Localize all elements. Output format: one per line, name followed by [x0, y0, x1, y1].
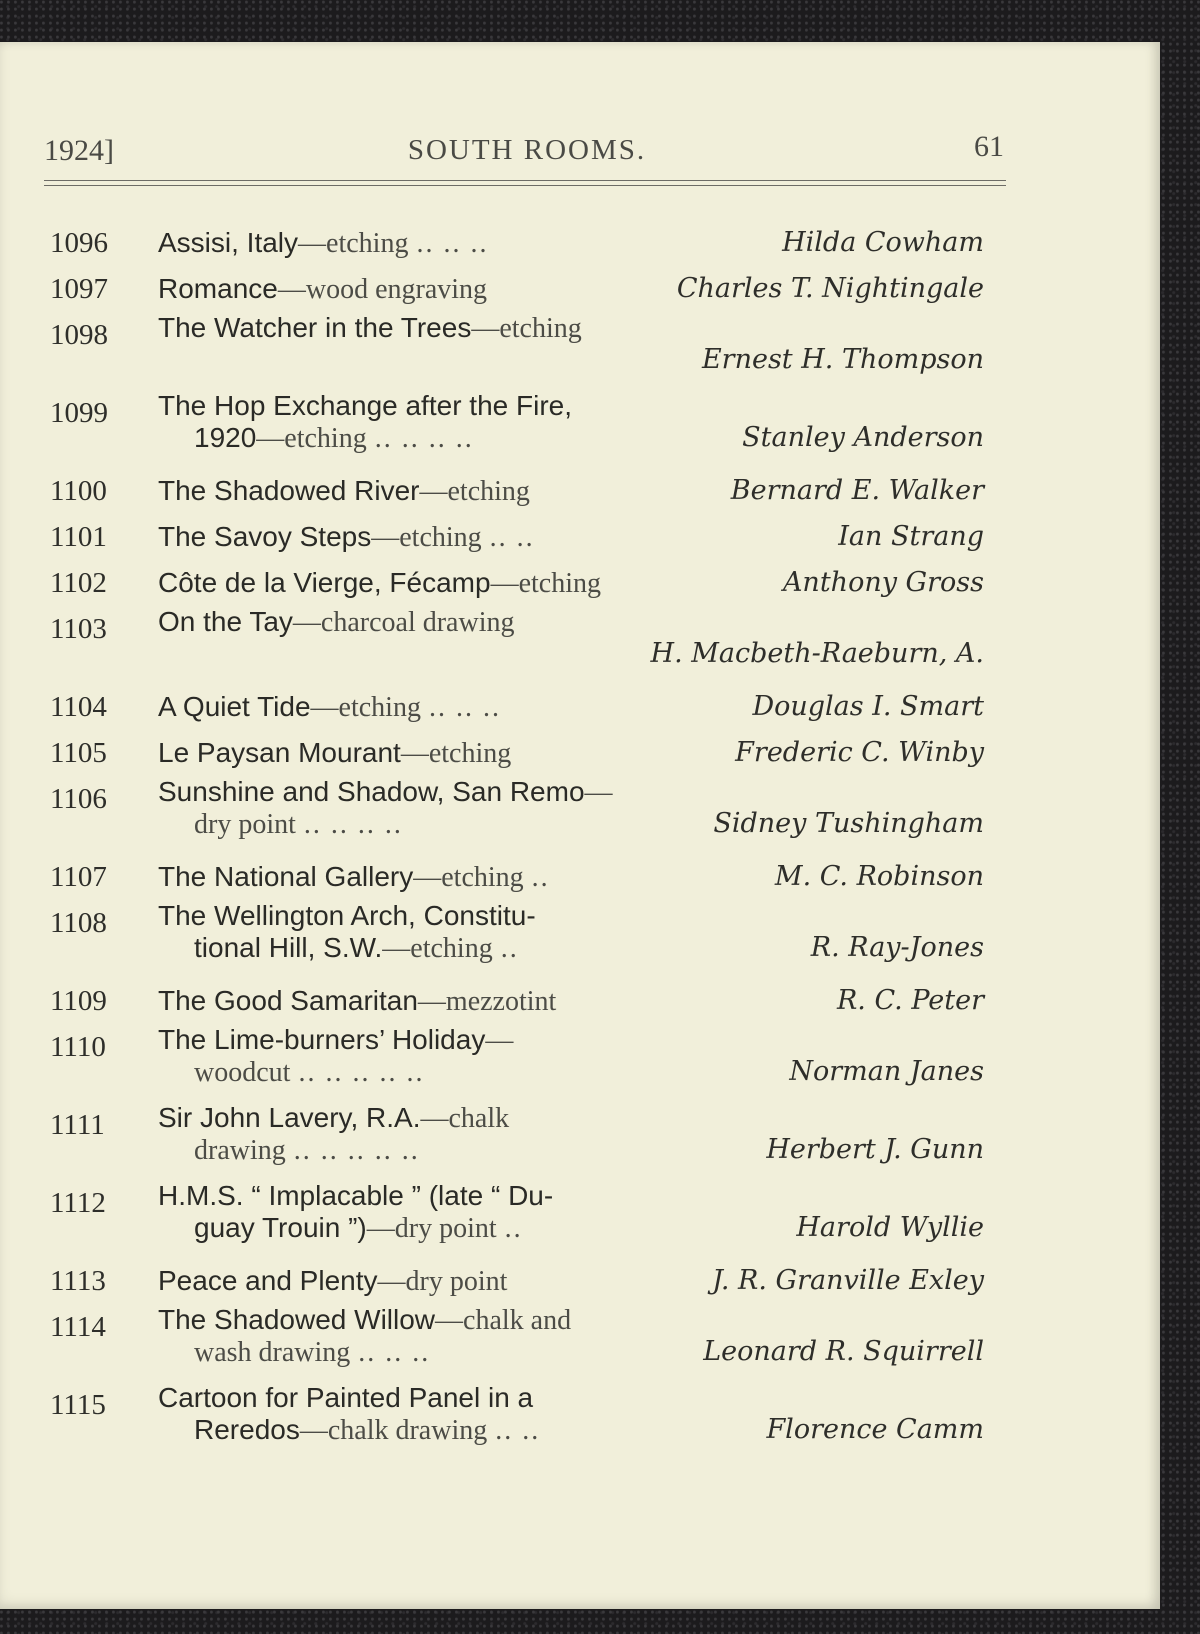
entry-medium: —etching — [382, 933, 493, 964]
entry-line — [44, 266, 1024, 312]
entry-number: 1098 — [50, 319, 108, 351]
catalogue-entry — [44, 468, 1024, 514]
entry-artist: Frederic C. Winby — [735, 737, 984, 768]
entry-number: 1107 — [50, 861, 107, 893]
entry-line — [44, 1024, 1024, 1056]
entry-title: tional Hill, S.W. — [194, 932, 383, 963]
entry-title: Peace and Plenty — [158, 1265, 378, 1296]
leader-dots: .. .. .. .. — [303, 809, 403, 840]
entry-line — [44, 1134, 1024, 1166]
entry-medium: dry point — [194, 809, 296, 840]
entry-medium: —etching — [471, 313, 582, 344]
entry-medium: —etching — [413, 862, 524, 893]
entry-title: The Hop Exchange after the Fire, — [158, 390, 572, 421]
entry-artist: Hilda Cowham — [782, 227, 984, 258]
entry-artist: Florence Camm — [766, 1414, 984, 1445]
entry-title: A Quiet Tide — [158, 691, 311, 722]
header-rule — [44, 180, 1006, 186]
entry-title: 1920 — [194, 422, 257, 453]
entry-number: 1109 — [50, 985, 107, 1017]
entry-title: The Shadowed Willow — [158, 1304, 436, 1335]
entry-number: 1106 — [50, 783, 107, 815]
entry-number: 1113 — [50, 1265, 106, 1297]
leader-dots: .. .. .. — [416, 228, 489, 259]
leader-dots: .. .. .. — [428, 692, 501, 723]
catalogue-entry — [44, 312, 1024, 390]
leader-dots: .. .. — [495, 1415, 541, 1446]
catalogue-entry — [44, 978, 1024, 1024]
entry-medium: —dry point — [366, 1213, 497, 1244]
entry-artist: Stanley Anderson — [742, 422, 984, 453]
entry-artist: Leonard R. Squirrell — [703, 1336, 984, 1367]
entry-medium: — — [485, 1025, 514, 1056]
entry-title: Cartoon for Painted Panel in a — [158, 1382, 534, 1413]
entry-medium: —wood engraving — [277, 274, 488, 305]
entry-line — [44, 1180, 1024, 1212]
entry-number: 1111 — [50, 1109, 105, 1141]
catalogue-entry — [44, 776, 1024, 854]
catalogue-entry — [44, 1258, 1024, 1304]
entry-artist: J. R. Granville Exley — [712, 1265, 984, 1296]
entry-number: 1096 — [50, 227, 108, 259]
entry-artist: R. Ray-Jones — [810, 932, 984, 963]
book-page — [0, 42, 1160, 1609]
entry-title: The Wellington Arch, Constitu- — [158, 900, 536, 931]
entry-line — [44, 900, 1024, 932]
catalogue-entry — [44, 390, 1024, 468]
catalogue-entry — [44, 684, 1024, 730]
entry-artist: Harold Wyllie — [796, 1212, 984, 1243]
leader-dots: .. — [531, 862, 550, 893]
entry-title: The Good Samaritan — [158, 985, 418, 1016]
entry-line — [44, 220, 1024, 266]
entry-line — [44, 638, 1024, 670]
entry-title: Le Paysan Mourant — [158, 737, 401, 768]
entry-line — [44, 1304, 1024, 1336]
entry-medium: —charcoal drawing — [292, 607, 515, 638]
entry-number: 1108 — [50, 907, 107, 939]
leader-dots: .. .. — [489, 522, 535, 553]
entry-artist: Norman Janes — [789, 1056, 984, 1087]
entry-medium: —etching — [400, 738, 512, 769]
entry-medium: woodcut — [194, 1057, 291, 1088]
entry-title: Assisi, Italy — [158, 227, 299, 258]
entry-number: 1104 — [50, 691, 107, 723]
entry-number: 1101 — [50, 521, 107, 553]
entry-title: On the Tay — [158, 606, 293, 637]
leader-dots: .. .. .. .. — [374, 423, 474, 454]
entry-number: 1105 — [50, 737, 107, 769]
entry-number: 1100 — [50, 475, 107, 507]
entry-line — [44, 1382, 1024, 1414]
entry-number: 1110 — [50, 1031, 106, 1063]
entry-line — [44, 468, 1024, 514]
entry-artist: R. C. Peter — [836, 985, 984, 1016]
running-header — [44, 130, 1010, 174]
entry-medium: —chalk and — [435, 1305, 572, 1336]
entry-line — [44, 978, 1024, 1024]
entry-medium: —etching — [298, 228, 409, 259]
entry-line — [44, 1414, 1024, 1446]
entry-artist: Ian Strang — [838, 521, 984, 552]
entry-line — [44, 390, 1024, 422]
entry-artist: Bernard E. Walker — [730, 475, 984, 506]
leader-dots: .. .. .. .. .. — [293, 1135, 420, 1166]
catalogue-entry — [44, 220, 1024, 266]
entry-line — [44, 776, 1024, 808]
entry-line — [44, 560, 1024, 606]
leader-dots: .. — [500, 933, 519, 964]
entry-number: 1112 — [50, 1187, 106, 1219]
catalogue-entry — [44, 854, 1024, 900]
page-number: 61 — [974, 130, 1004, 163]
entry-line — [44, 344, 1024, 376]
entry-title: H.M.S. “ Implacable ” (late “ Du- — [158, 1180, 554, 1211]
entry-number: 1103 — [50, 613, 107, 645]
entry-artist: Ernest H. Thompson — [701, 344, 984, 375]
entry-artist: Anthony Gross — [782, 567, 984, 598]
entry-title: Reredos — [194, 1414, 300, 1445]
entry-number: 1102 — [50, 567, 107, 599]
entry-title: The Watcher in the Trees — [158, 312, 472, 343]
entry-artist: H. Macbeth-Raeburn, A. — [650, 638, 984, 669]
entry-number: 1097 — [50, 273, 108, 305]
entry-title: Sir John Lavery, R.A. — [158, 1102, 421, 1133]
entry-line — [44, 422, 1024, 454]
entry-line — [44, 730, 1024, 776]
entry-number: 1114 — [50, 1311, 106, 1343]
catalogue-entry — [44, 900, 1024, 978]
entry-medium: —dry point — [377, 1266, 508, 1297]
entry-title: The Shadowed River — [158, 475, 420, 506]
catalogue-entry — [44, 1180, 1024, 1258]
entry-line — [44, 854, 1024, 900]
entry-medium: —etching — [256, 423, 367, 454]
catalogue-entry — [44, 1382, 1024, 1460]
entry-line — [44, 606, 1024, 638]
entry-line — [44, 808, 1024, 840]
entry-artist: M. C. Robinson — [774, 861, 984, 892]
entry-medium: —etching — [419, 476, 530, 507]
catalogue-entry — [44, 730, 1024, 776]
entry-medium: —chalk drawing — [299, 1415, 488, 1446]
entry-artist: Herbert J. Gunn — [766, 1134, 984, 1165]
entry-medium: —etching — [310, 692, 421, 723]
entry-line — [44, 514, 1024, 560]
catalogue-entries — [44, 220, 1024, 1460]
entry-title: Sunshine and Shadow, San Remo — [158, 776, 585, 807]
entry-line — [44, 1212, 1024, 1244]
catalogue-entry — [44, 606, 1024, 684]
entry-title: The National Gallery — [158, 861, 414, 892]
entry-medium: — — [584, 777, 613, 808]
entry-line — [44, 932, 1024, 964]
catalogue-entry — [44, 1024, 1024, 1102]
entry-line — [44, 684, 1024, 730]
entry-medium: —mezzotint — [417, 986, 557, 1017]
entry-line — [44, 1102, 1024, 1134]
header-title: SOUTH ROOMS. — [407, 134, 647, 166]
entry-number: 1099 — [50, 397, 108, 429]
entry-line — [44, 1336, 1024, 1368]
catalogue-entry — [44, 514, 1024, 560]
entry-number: 1115 — [50, 1389, 106, 1421]
entry-medium: drawing — [194, 1135, 286, 1166]
catalogue-entry — [44, 1304, 1024, 1382]
leader-dots: .. .. .. — [358, 1337, 431, 1368]
entry-medium: —etching — [490, 568, 601, 599]
entry-title: Côte de la Vierge, Fécamp — [158, 567, 491, 598]
leader-dots: .. — [504, 1213, 523, 1244]
entry-line — [44, 1258, 1024, 1304]
catalogue-entry — [44, 1102, 1024, 1180]
entry-line — [44, 1056, 1024, 1088]
catalogue-entry — [44, 560, 1024, 606]
entry-medium: wash drawing — [194, 1337, 351, 1368]
entry-medium: —etching — [371, 522, 482, 553]
entry-artist: Charles T. Nightingale — [676, 273, 984, 304]
entry-title: Romance — [158, 273, 278, 304]
entry-title: The Savoy Steps — [158, 521, 372, 552]
entry-line — [44, 312, 1024, 344]
entry-artist: Douglas I. Smart — [752, 691, 984, 722]
entry-title: The Lime-burners’ Holiday — [158, 1024, 486, 1055]
header-year: 1924] — [44, 134, 114, 167]
entry-title: guay Trouin ”) — [194, 1212, 367, 1243]
entry-medium: —chalk — [420, 1103, 510, 1134]
leader-dots: .. .. .. .. .. — [298, 1057, 425, 1088]
entry-artist: Sidney Tushingham — [713, 808, 984, 839]
catalogue-entry — [44, 266, 1024, 312]
